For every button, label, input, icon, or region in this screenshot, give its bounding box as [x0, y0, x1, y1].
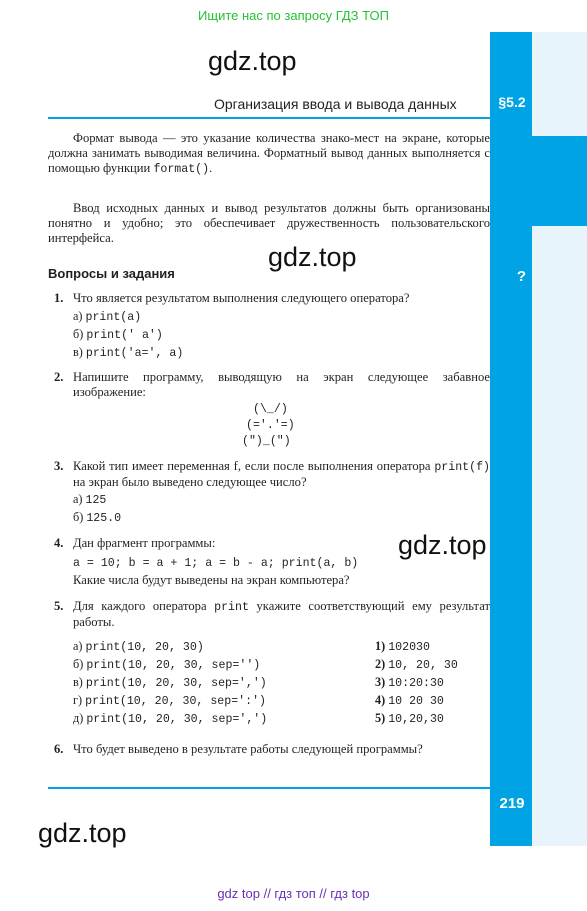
footer-rule [48, 787, 490, 789]
question-4-text-2: Какие числа будут выведены на экран компьютера? [73, 573, 350, 587]
question-3-option: а) 125 [73, 492, 107, 507]
section-number: §5.2 [498, 94, 526, 110]
question-1-option: в) print('a=', a) [73, 345, 184, 360]
help-question-icon: ? [511, 266, 532, 287]
question-4-code: a = 10; b = a + 1; a = b - a; print(a, b) [73, 557, 359, 570]
question-5-operator: б) print(10, 20, 30, sep='') [73, 657, 261, 672]
question-number: 2. [54, 370, 64, 384]
bottom-banner[interactable]: gdz top // гдз топ // гдз top [217, 886, 370, 901]
question-6-text: Что будет выведено в результате работы следующей программы? [73, 742, 423, 756]
question-number: 1. [54, 291, 64, 305]
question-4-text: Дан фрагмент программы: [73, 536, 216, 550]
question-number: 6. [54, 742, 64, 756]
section-title: Организация ввода и вывода данных [214, 96, 457, 112]
intro-paragraph-1: Формат вывода — это указание количества знако-мест на экране, которые должна занимать выводимая величина. Форматный вывод данных выполняется с помощью функции format(). [48, 131, 490, 176]
watermark: gdz.top [38, 818, 127, 848]
question-1-text: Что является результатом выполнения следующего оператора? [73, 291, 410, 305]
question-5-operator: в) print(10, 20, 30, sep=',') [73, 675, 267, 690]
question-number: 5. [54, 599, 64, 613]
intro-paragraph-2: Ввод исходных данных и вывод результатов должны быть организованы понятно и удобно; это обеспечивает дружественность пользовательского интерфейса. [48, 201, 490, 245]
side-tab [512, 136, 587, 226]
watermark: gdz.top [398, 530, 487, 560]
question-5-text: Для каждого оператора print укажите соответствующий ему результат работы. [73, 599, 490, 629]
question-1-option: а) print(a) [73, 309, 142, 324]
header-rule [48, 117, 490, 119]
question-2-text: Напишите программу, выводящую на экран следующее забавное изображение: [73, 370, 490, 399]
question-1-option: б) print(' a') [73, 327, 163, 342]
ascii-art-line: (")_(") [242, 435, 291, 448]
ascii-art-line: (='.'=) [246, 419, 295, 432]
question-number: 3. [54, 459, 64, 473]
question-5-operator: г) print(10, 20, 30, sep=':') [73, 693, 267, 708]
question-5-result: 3) 10:20:30 [375, 675, 444, 690]
question-5-result: 1) 102030 [375, 639, 430, 654]
watermark: gdz.top [208, 46, 297, 76]
question-5-result: 2) 10, 20, 30 [375, 657, 458, 672]
ascii-art-line: (\_/) [253, 403, 288, 416]
question-5-result: 4) 10 20 30 [375, 693, 444, 708]
page-number: 219 [499, 795, 525, 812]
question-5-result: 5) 10,20,30 [375, 711, 444, 726]
question-number: 4. [54, 536, 64, 550]
question-5-operator: а) print(10, 20, 30) [73, 639, 204, 654]
question-3-text: Какой тип имеет переменная f, если после выполнения оператора print(f) на экран было выведено следующее число? [73, 459, 490, 489]
question-5-operator: д) print(10, 20, 30, sep=',') [73, 711, 268, 726]
top-banner[interactable]: Ищите нас по запросу ГДЗ ТОП [198, 8, 389, 23]
watermark: gdz.top [268, 242, 357, 272]
questions-heading: Вопросы и задания [48, 266, 175, 281]
question-3-option: б) 125.0 [73, 510, 122, 525]
